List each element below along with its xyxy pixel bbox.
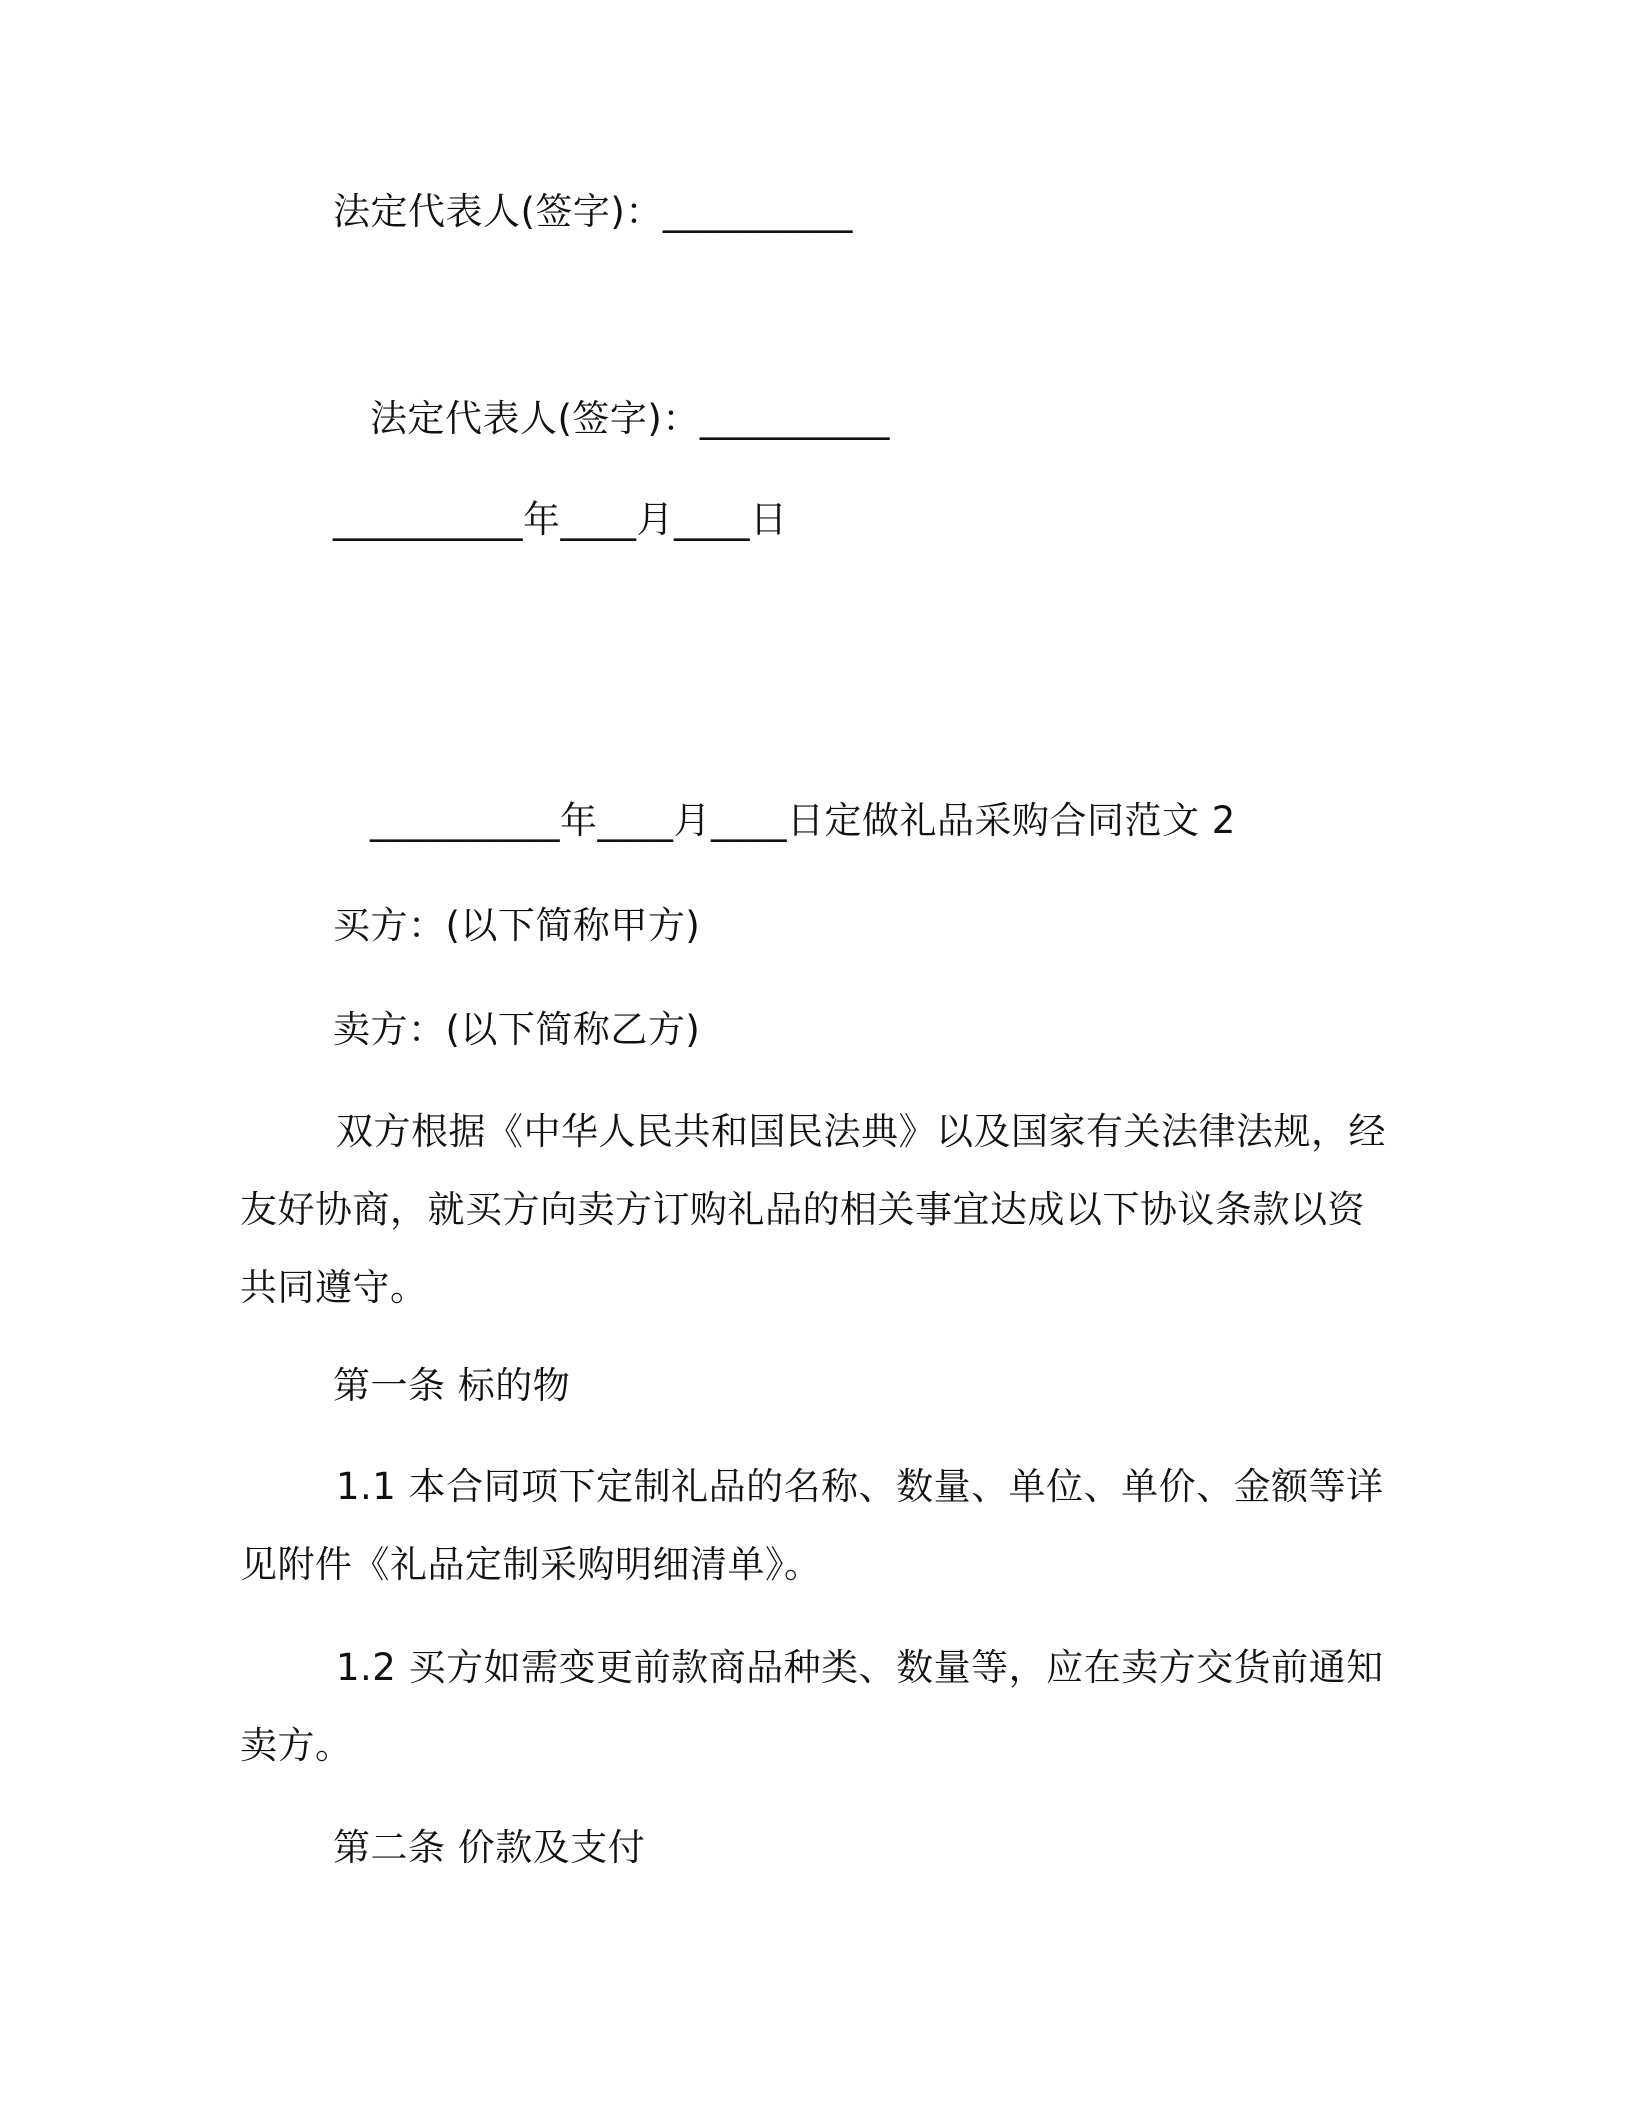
contract-title: __________年____月____日定做礼品采购合同范文 2 [370, 799, 1236, 842]
clause-1-1-paragraph: 1.1 本合同项下定制礼品的名称、数量、单位、单价、金额等详见附件《礼品定制采购明细清单》。 [240, 1465, 1384, 1586]
clause-1-2-paragraph: 1.2 买方如需变更前款商品种类、数量等，应在卖方交货前通知卖方。 [240, 1646, 1384, 1767]
buyer-line: 买方：(以下简称甲方) [333, 904, 701, 947]
legal-rep-signature-line-2: 法定代表人(签字)：__________ [370, 397, 890, 440]
seller-line: 卖方：(以下简称乙方) [333, 1008, 701, 1051]
signature-date-line: __________年____月____日 [333, 498, 788, 541]
article-1-heading: 第一条 标的物 [333, 1364, 571, 1407]
intro-paragraph: 双方根据《中华人民共和国民法典》以及国家有关法律法规，经友好协商，就买方向卖方订购礼品的相关事宜达成以下协议条款以资共同遵守。 [240, 1110, 1386, 1309]
article-2-heading: 第二条 价款及支付 [333, 1826, 646, 1869]
legal-rep-signature-line-1: 法定代表人(签字)：__________ [333, 190, 853, 233]
